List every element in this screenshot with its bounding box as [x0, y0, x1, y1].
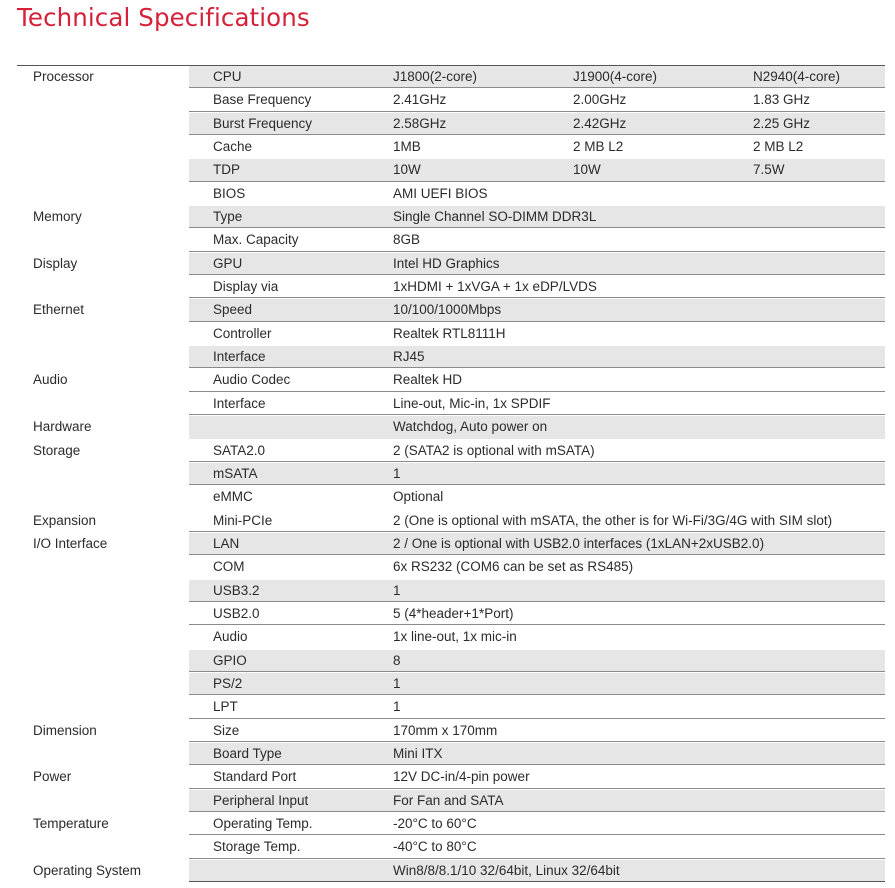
spec-detail [189, 89, 885, 111]
spec-detail [189, 253, 885, 275]
spec-value: Win8/8/8.1/10 32/64bit, Linux 32/64bit [393, 862, 620, 878]
spec-value: 1 [393, 465, 401, 481]
spec-category [17, 323, 187, 345]
spec-row [17, 463, 885, 486]
spec-category: Memory [17, 206, 187, 228]
spec-row [17, 510, 885, 533]
spec-detail [189, 486, 885, 508]
spec-category: I/O Interface [17, 533, 187, 555]
spec-detail [189, 696, 885, 718]
spec-item-label: Audio [213, 629, 248, 645]
spec-row [17, 183, 885, 206]
spec-value: 1xHDMI + 1xVGA + 1x eDP/LVDS [393, 279, 597, 295]
spec-category: Storage [17, 440, 187, 462]
spec-row [17, 113, 885, 136]
spec-detail [189, 159, 885, 181]
spec-detail [189, 369, 885, 391]
spec-row [17, 416, 885, 439]
spec-item-label: Base Frequency [213, 92, 312, 108]
spec-detail [189, 626, 885, 648]
spec-value: Realtek HD [393, 372, 463, 388]
spec-detail [189, 113, 885, 135]
spec-row [17, 533, 885, 556]
spec-item-label: Board Type [213, 745, 282, 761]
spec-category [17, 696, 187, 718]
spec-value: For Fan and SATA [393, 792, 504, 808]
spec-category: Hardware [17, 416, 187, 438]
spec-item-label: LPT [213, 699, 238, 715]
spec-item-label: Storage Temp. [213, 839, 301, 855]
spec-item-label: Interface [213, 349, 266, 365]
spec-row [17, 836, 885, 859]
spec-detail [189, 650, 885, 672]
spec-category: Power [17, 766, 187, 788]
spec-value: 7.5W [753, 162, 785, 178]
spec-value: Single Channel SO-DIMM DDR3L [393, 209, 597, 225]
spec-row [17, 299, 885, 322]
spec-category: Expansion [17, 510, 187, 532]
spec-row [17, 323, 885, 346]
spec-value: Mini ITX [393, 745, 443, 761]
spec-item-label: BIOS [213, 185, 246, 201]
spec-detail [189, 556, 885, 578]
spec-item-label: Speed [213, 302, 253, 318]
spec-row [17, 89, 885, 112]
spec-detail [189, 463, 885, 485]
spec-category [17, 113, 187, 135]
spec-category [17, 183, 187, 205]
spec-value: 1.83 GHz [753, 92, 811, 108]
spec-row [17, 766, 885, 789]
spec-value: -20°C to 60°C [393, 816, 477, 831]
spec-item-label: Type [213, 209, 243, 225]
spec-row [17, 790, 885, 813]
spec-category: Display [17, 253, 187, 275]
spec-detail [189, 393, 885, 415]
spec-value: 2 / One is optional with USB2.0 interfaces (1xLAN+2xUSB2.0) [393, 535, 765, 551]
spec-row [17, 720, 885, 743]
spec-detail [189, 346, 885, 368]
spec-value: 1 [393, 582, 401, 598]
spec-detail [189, 836, 885, 858]
spec-detail [189, 673, 885, 695]
spec-value: 5 (4*header+1*Port) [393, 605, 514, 621]
spec-category [17, 650, 187, 672]
spec-item-label: Controller [213, 325, 272, 341]
spec-row [17, 860, 885, 883]
spec-item-label: CPU [213, 69, 242, 84]
spec-category: Dimension [17, 720, 187, 742]
spec-item-label: USB3.2 [213, 582, 260, 598]
spec-category [17, 580, 187, 602]
spec-value: RJ45 [393, 349, 425, 365]
spec-value: 2.42GHz [573, 115, 627, 131]
spec-value: 2 (SATA2 is optional with mSATA) [393, 442, 595, 458]
spec-item-label: mSATA [213, 465, 258, 481]
spec-row [17, 346, 885, 369]
spec-detail [189, 720, 885, 742]
spec-value: 2.58GHz [393, 115, 447, 131]
spec-row [17, 813, 885, 836]
spec-item-label: Operating Temp. [213, 816, 313, 831]
spec-item-label: Max. Capacity [213, 232, 299, 248]
spec-row [17, 136, 885, 159]
spec-category [17, 673, 187, 695]
spec-value: 1MB [393, 139, 421, 155]
spec-category: Processor [17, 66, 187, 88]
spec-row [17, 580, 885, 603]
spec-item-label: Size [213, 722, 240, 738]
spec-value: AMI UEFI BIOS [393, 185, 488, 201]
spec-detail [189, 766, 885, 788]
spec-category [17, 136, 187, 158]
spec-category: Temperature [17, 813, 187, 835]
spec-category [17, 603, 187, 625]
spec-item-label: SATA2.0 [213, 442, 266, 458]
spec-detail [189, 440, 885, 462]
spec-row [17, 206, 885, 229]
spec-table [17, 65, 885, 883]
spec-value: J1900(4-core) [573, 69, 658, 84]
spec-category [17, 463, 187, 485]
spec-value: 12V DC-in/4-pin power [393, 769, 530, 785]
spec-detail [189, 603, 885, 625]
spec-value: Intel HD Graphics [393, 255, 500, 271]
spec-item-label: LAN [213, 535, 240, 551]
spec-value: Line-out, Mic-in, 1x SPDIF [393, 395, 551, 411]
spec-value: 1 [393, 699, 401, 715]
spec-row [17, 650, 885, 673]
spec-value: 170mm x 170mm [393, 722, 498, 738]
spec-category [17, 276, 187, 298]
spec-item-label: Interface [213, 395, 266, 411]
spec-category: Ethernet [17, 299, 187, 321]
spec-item-label: Audio Codec [213, 372, 291, 388]
spec-value: 2 MB L2 [753, 139, 804, 155]
spec-row [17, 673, 885, 696]
spec-item-label: Display via [213, 279, 279, 295]
spec-item-label: PS/2 [213, 675, 243, 691]
spec-detail [189, 580, 885, 602]
spec-category [17, 743, 187, 765]
spec-detail [189, 416, 885, 438]
spec-item-label: USB2.0 [213, 605, 260, 621]
spec-category [17, 486, 187, 508]
spec-value: 2 MB L2 [573, 139, 624, 155]
spec-item-label: eMMC [213, 489, 253, 505]
spec-category [17, 346, 187, 368]
spec-value: -40°C to 80°C [393, 839, 477, 855]
spec-item-label: GPU [213, 255, 243, 271]
spec-category [17, 836, 187, 858]
spec-category: Operating System [17, 860, 187, 882]
spec-value: 2.41GHz [393, 92, 447, 108]
spec-detail [189, 813, 885, 835]
spec-category [17, 89, 187, 111]
spec-row [17, 276, 885, 299]
spec-detail [189, 860, 885, 882]
spec-detail [189, 323, 885, 345]
spec-value: 6x RS232 (COM6 can be set as RS485) [393, 559, 634, 575]
spec-row [17, 696, 885, 719]
spec-detail [189, 136, 885, 158]
spec-category [17, 556, 187, 578]
spec-item-label: Mini-PCIe [213, 512, 273, 528]
spec-detail [189, 510, 885, 532]
spec-category [17, 393, 187, 415]
spec-row [17, 440, 885, 463]
spec-item-label: Burst Frequency [213, 115, 313, 131]
spec-detail [189, 66, 885, 88]
spec-row [17, 486, 885, 509]
spec-item-label: Standard Port [213, 769, 297, 785]
spec-detail [189, 299, 885, 321]
spec-value: 1 [393, 675, 401, 691]
spec-value: Optional [393, 489, 444, 505]
spec-row [17, 253, 885, 276]
spec-value: 10W [393, 162, 421, 178]
spec-detail [189, 790, 885, 812]
spec-category [17, 626, 187, 648]
spec-category [17, 229, 187, 251]
spec-value: N2940(4-core) [753, 69, 841, 84]
spec-item-label: TDP [213, 162, 240, 178]
spec-value: 8 [393, 652, 401, 668]
spec-detail [189, 183, 885, 205]
spec-category: Audio [17, 369, 187, 391]
spec-detail [189, 229, 885, 251]
spec-detail [189, 533, 885, 555]
spec-row [17, 603, 885, 626]
spec-row [17, 556, 885, 579]
spec-category [17, 790, 187, 812]
spec-value: Watchdog, Auto power on [393, 419, 548, 435]
spec-value: Realtek RTL8111H [393, 325, 506, 341]
spec-value: J1800(2-core) [393, 69, 478, 84]
spec-row [17, 369, 885, 392]
page-title: Technical Specifications [17, 3, 310, 32]
spec-detail [189, 276, 885, 298]
spec-value: 8GB [393, 232, 421, 248]
spec-row [17, 159, 885, 182]
spec-row [17, 626, 885, 649]
spec-value: 2.00GHz [573, 92, 627, 108]
spec-value: 10/100/1000Mbps [393, 302, 502, 318]
spec-value: 2.25 GHz [753, 115, 811, 131]
spec-value: 2 (One is optional with mSATA, the other is for Wi-Fi/3G/4G with SIM slot) [393, 512, 833, 528]
spec-row [17, 66, 885, 89]
spec-value: 1x line-out, 1x mic-in [393, 629, 517, 645]
spec-item-label: GPIO [213, 652, 247, 668]
spec-row [17, 393, 885, 416]
spec-value: 10W [573, 162, 601, 178]
spec-detail [189, 206, 885, 228]
spec-category [17, 159, 187, 181]
spec-item-label: Peripheral Input [213, 792, 309, 808]
spec-row [17, 229, 885, 252]
spec-item-label: Cache [213, 139, 253, 155]
spec-item-label: COM [213, 559, 245, 575]
spec-row [17, 743, 885, 766]
spec-detail [189, 743, 885, 765]
